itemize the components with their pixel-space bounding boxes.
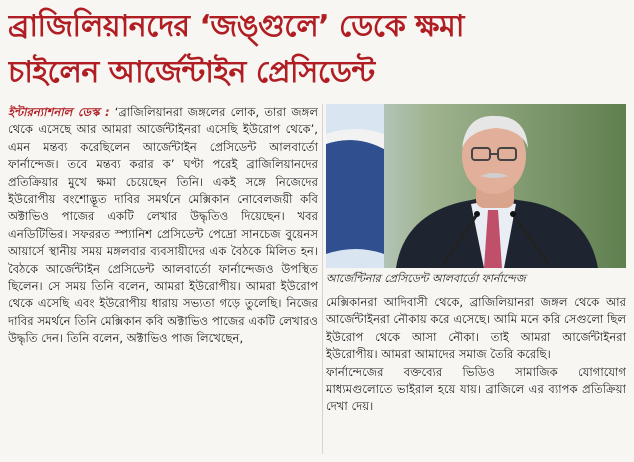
article-body-right-column (326, 294, 626, 454)
president-photo (326, 104, 626, 268)
headline-line-2: চাইলেন আর্জেন্টাইন প্রেসিডেন্ট (8, 55, 375, 90)
paragraph-reaction: ফার্নান্দেজের বক্তব্যের ভিডিও সামাজিক যোগাযোগ মাধ্যমগুলোতে ভাইরাল হয়ে যায়। ব্রাজিলে এর ব্যাপক প্রতিক্রিয়া দেখা দেয়। (326, 364, 626, 414)
photo-caption: আর্জেন্টিনার প্রেসিডেন্ট আলবার্তো ফার্নান্দেজ (326, 272, 526, 285)
column-divider (322, 104, 323, 454)
dateline: ইন্টারন্যাশনাল ডেস্ক : (8, 105, 110, 119)
headline (8, 4, 626, 96)
headline-line-1: ব্রাজিলিয়ানদের ‘জঙ্গুলে’ ডেকে ক্ষমা (8, 9, 464, 44)
article-body-left-column (8, 104, 318, 456)
paragraph-quote: মেক্সিকানরা আদিবাসী থেকে, ব্রাজিলিয়ানরা জঙ্গল থেকে আর আর্জেন্টাইনরা নৌকায় করে এসেছে। আমি মনে করি সেগুলো ছিল ইউরোপ থেকে আসা নৌকা। তাই আমরা আর্জেন্টাইনরা ইউরোপীয়। আমরা আমাদের সমাজ তৈরি করেছি। (326, 295, 626, 362)
president-photo-illustration (326, 104, 626, 268)
body-left-text: ‘ব্রাজিলিয়ানরা জঙ্গলের লোক, তারা জঙ্গল থেকে এসেছে আর আমরা আর্জেন্টাইনরা এসেছি ইউরোপ থেকে’, এমন মন্তব্য করেছিলেন আর্জেন্টাইন প্রেসিডেন্ট আলবার্তো ফার্নান্দেজ। তবে মন্তব্য করার ক’ ঘণ্টা পরেই ব্রাজিলিয়ানদের প্রতিক্রিয়ার মুখে ক্ষমা চেয়েছেন তিনি। একই সঙ্গে নিজেদের ইউরোপীয় বংশোদ্ভূত দাবির সমর্থনে মেক্সিকান নোবেলজয়ী কবি অক্টাভিও পাজের একটি লেখার উদ্ধৃতিও দিয়েছেন। খবর এনডিটিভির। সফররত স্প্যানিশ প্রেসিডেন্ট পেদ্রো সানচেজ বুয়েনস আয়ার্সে স্থানীয় সময় মঙ্গলবার ব্যবসায়ীদের এক বৈঠকে মিলিত হন। বৈঠকে আর্জেন্টাইন প্রেসিডেন্ট আলবার্তো ফার্নান্দেজও উপস্থিত ছিলেন। সে সময় তিনি বলেন, আমরা ইউরোপীয়। আমরা ইউরোপ থেকে এসেছি এবং ইউরোপীয় ধারায় সভ্যতা গড়ে তুলেছি। নিজের দাবির সমর্থনে তিনি মেক্সিকান কবি অক্টাভিও পাজের একটি লেখারও উদ্ধৃতি দেন। তিনি বলেন, অক্টাভিও পাজ লিখেছেন, (8, 105, 318, 346)
paragraph-intro (8, 104, 318, 348)
